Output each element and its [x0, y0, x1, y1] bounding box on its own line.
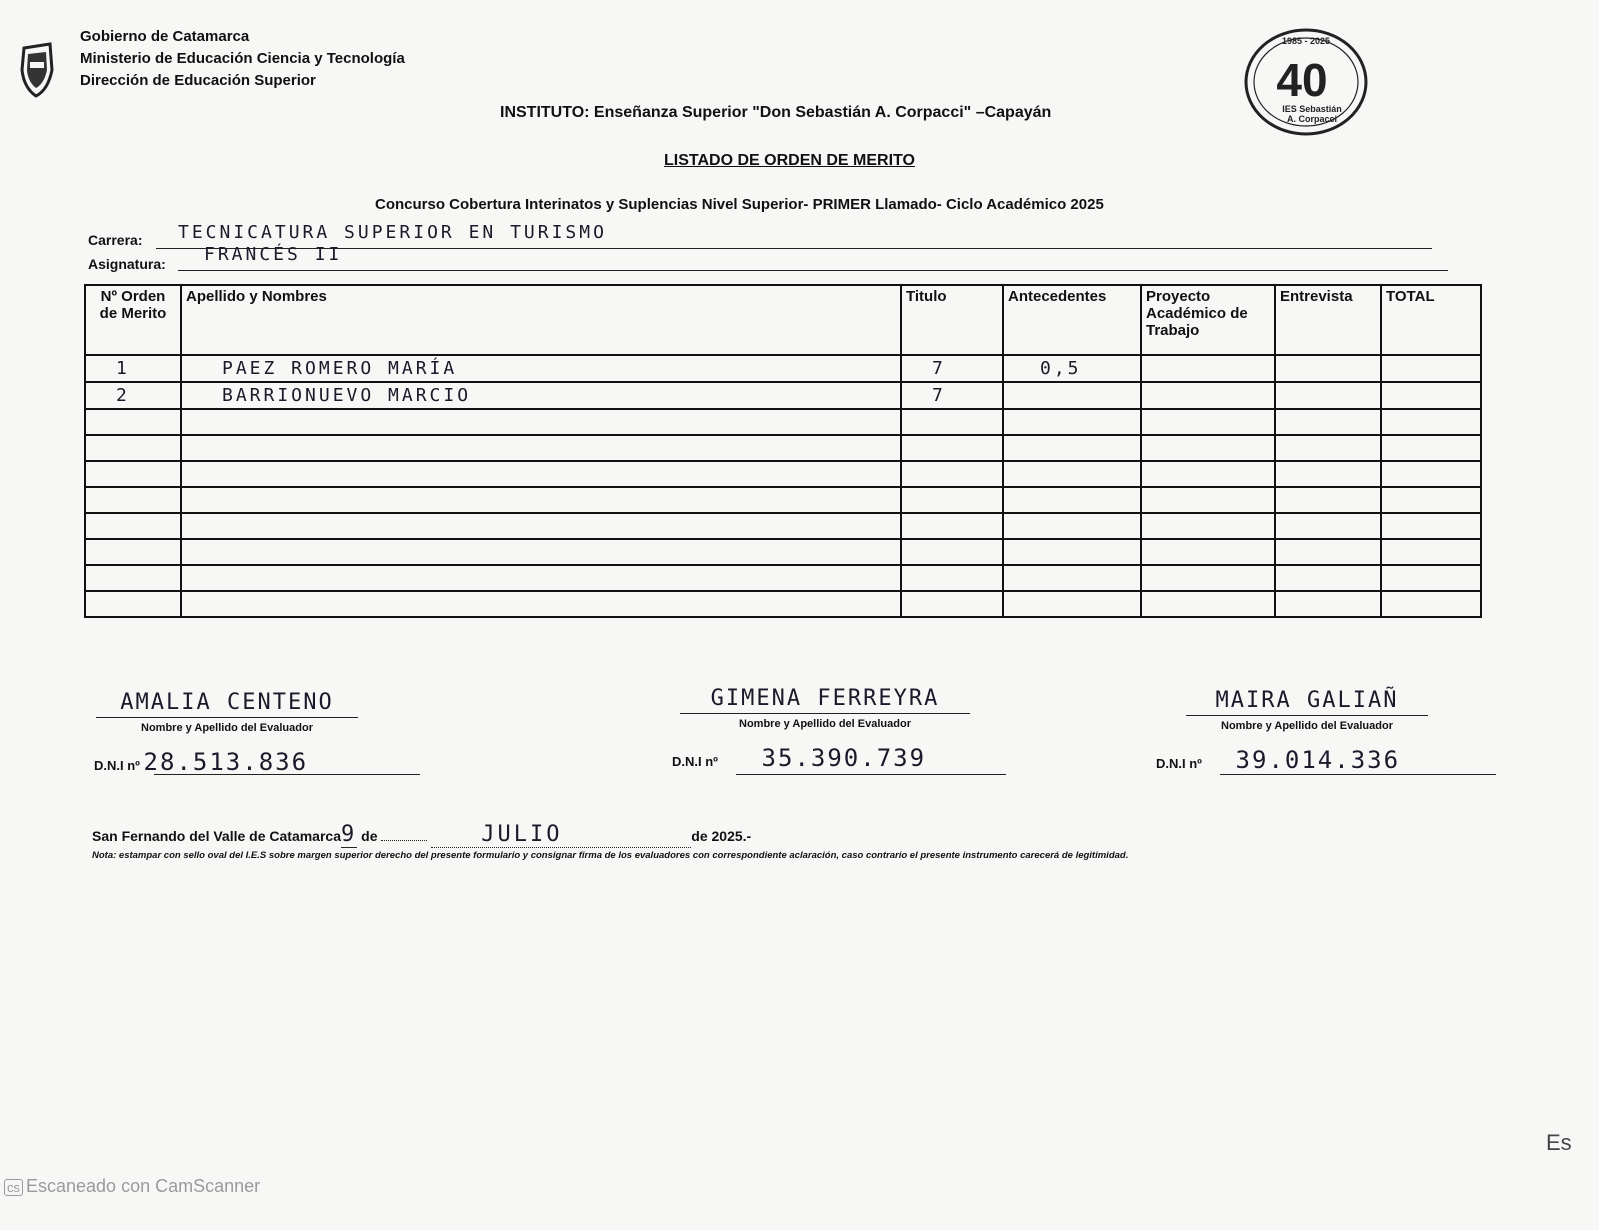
dni-line — [1220, 774, 1496, 775]
cell-entrevista — [1275, 591, 1381, 617]
cell-apellido — [181, 461, 901, 487]
cell-antecedentes — [1003, 513, 1141, 539]
cell-entrevista — [1275, 565, 1381, 591]
evaluator-1-dni — [94, 748, 420, 776]
evaluator-3-caption: Nombre y Apellido del Evaluador — [1221, 720, 1393, 732]
cell-total — [1381, 539, 1481, 565]
cell-total — [1381, 591, 1481, 617]
table-row — [85, 461, 1481, 487]
government-header — [80, 26, 405, 92]
cell-antecedentes — [1003, 461, 1141, 487]
cell-apellido — [181, 539, 901, 565]
cell-antecedentes: 0,5 — [1003, 355, 1141, 382]
date-year: de 2025.- — [691, 828, 752, 844]
col-header-orden: Nº Orden de Merito — [85, 285, 181, 355]
cell-proyecto — [1141, 565, 1275, 591]
cell-proyecto — [1141, 382, 1275, 409]
cell-entrevista — [1275, 409, 1381, 435]
cell-antecedentes — [1003, 435, 1141, 461]
cell-entrevista — [1275, 461, 1381, 487]
cell-total — [1381, 461, 1481, 487]
document-title: LISTADO DE ORDEN DE MERITO — [664, 152, 915, 169]
asignatura-field — [88, 256, 166, 272]
col-header-antecedentes: Antecedentes — [1003, 285, 1141, 355]
col-header-proyecto: Proyecto Académico de Trabajo — [1141, 285, 1275, 355]
table-row — [85, 487, 1481, 513]
cell-titulo — [901, 591, 1003, 617]
gov-line-2: Ministerio de Educación Ciencia y Tecnología — [80, 50, 405, 67]
seal-number: 40 — [1276, 54, 1328, 106]
evaluator-1-dni-value: 28.513.836 — [143, 748, 309, 776]
province-shield-emblem — [18, 40, 56, 98]
cell-proyecto — [1141, 409, 1275, 435]
cell-titulo — [901, 487, 1003, 513]
date-day: 9 — [341, 822, 358, 847]
gov-line-1: Gobierno de Catamarca — [80, 28, 250, 45]
carrera-label: Carrera: — [88, 232, 143, 248]
cell-total — [1381, 487, 1481, 513]
camscanner-icon: cs — [4, 1179, 23, 1196]
institute-title: INSTITUTO: Enseñanza Superior "Don Sebastián A. Corpacci" –Capayán — [500, 104, 1052, 121]
cell-orden — [85, 513, 181, 539]
date-gap — [381, 840, 427, 841]
evaluator-2-name: GIMENA FERREYRA — [680, 686, 970, 714]
asignatura-label: Asignatura: — [88, 256, 166, 272]
camscanner-watermark — [4, 1176, 260, 1197]
evaluator-2-caption: Nombre y Apellido del Evaluador — [739, 718, 911, 730]
cell-apellido — [181, 591, 901, 617]
cell-apellido — [181, 435, 901, 461]
cell-proyecto — [1141, 487, 1275, 513]
evaluator-3-dni — [1156, 746, 1496, 774]
date-month: JULIO — [431, 822, 691, 848]
cell-proyecto — [1141, 461, 1275, 487]
table-row — [85, 539, 1481, 565]
ies-40-years-seal — [1242, 26, 1370, 138]
col-header-total: TOTAL — [1381, 285, 1481, 355]
evaluator-3-dni-value: 39.014.336 — [1235, 746, 1401, 774]
cell-antecedentes — [1003, 539, 1141, 565]
cell-proyecto — [1141, 513, 1275, 539]
cell-orden: 2 — [85, 382, 181, 409]
asignatura-value: FRANCÉS II — [204, 244, 343, 265]
date-de: de — [361, 828, 378, 844]
evaluator-3-name: MAIRA GALIAÑ — [1186, 688, 1428, 716]
evaluator-1 — [96, 690, 358, 734]
cell-apellido — [181, 487, 901, 513]
place-prefix: San Fernando del Valle de Catamarca — [92, 828, 341, 844]
dni-label: D.N.I nº — [94, 758, 140, 773]
carrera-field — [88, 232, 142, 248]
table-row — [85, 435, 1481, 461]
cell-titulo: 7 — [901, 355, 1003, 382]
cell-proyecto — [1141, 435, 1275, 461]
evaluator-1-caption: Nombre y Apellido del Evaluador — [141, 722, 313, 734]
gov-line-3: Dirección de Educación Superior — [80, 72, 316, 89]
table-row — [85, 513, 1481, 539]
cell-titulo — [901, 565, 1003, 591]
evaluator-2-dni — [672, 744, 1006, 772]
cell-total — [1381, 513, 1481, 539]
dni-label: D.N.I nº — [1156, 756, 1202, 771]
cell-orden — [85, 487, 181, 513]
cell-orden: 1 — [85, 355, 181, 382]
cell-apellido: PAEZ ROMERO MARÍA — [181, 355, 901, 382]
cell-titulo — [901, 409, 1003, 435]
cell-orden — [85, 591, 181, 617]
cell-total — [1381, 435, 1481, 461]
evaluator-2-dni-value: 35.390.739 — [761, 744, 927, 772]
table-row — [85, 382, 1481, 409]
evaluator-1-name: AMALIA CENTENO — [96, 690, 358, 718]
evaluator-3 — [1186, 688, 1428, 732]
table-row — [85, 409, 1481, 435]
carrera-line — [156, 248, 1432, 249]
edge-text: Es — [1546, 1130, 1572, 1155]
cell-titulo — [901, 513, 1003, 539]
cell-entrevista — [1275, 382, 1381, 409]
cell-apellido: BARRIONUEVO MARCIO — [181, 382, 901, 409]
legal-note: Nota: estampar con sello oval del I.E.S sobre margen superior derecho del presente formulario y consignar firma de los evaluadores con correspondiente aclaración, caso contrario el presente instrumento carecerá de legitimidad. — [92, 850, 1129, 861]
table-row — [85, 591, 1481, 617]
table-header-row — [85, 285, 1481, 355]
cell-apellido — [181, 409, 901, 435]
cell-proyecto — [1141, 355, 1275, 382]
seal-text-1: IES Sebastián — [1282, 104, 1342, 114]
cell-total — [1381, 355, 1481, 382]
cell-titulo: 7 — [901, 382, 1003, 409]
cell-entrevista — [1275, 435, 1381, 461]
table-row — [85, 355, 1481, 382]
cell-antecedentes — [1003, 487, 1141, 513]
cell-entrevista — [1275, 487, 1381, 513]
dni-line — [154, 774, 420, 775]
table-row — [85, 565, 1481, 591]
cell-titulo — [901, 435, 1003, 461]
carrera-value: TECNICATURA SUPERIOR EN TURISMO — [178, 222, 607, 243]
cell-orden — [85, 435, 181, 461]
cell-proyecto — [1141, 591, 1275, 617]
cell-proyecto — [1141, 539, 1275, 565]
place-date-line — [92, 822, 751, 848]
cell-orden — [85, 539, 181, 565]
evaluator-2 — [680, 686, 970, 730]
cell-total — [1381, 565, 1481, 591]
seal-years: 1985 - 2025 — [1281, 36, 1331, 46]
dni-line — [736, 774, 1006, 775]
cell-antecedentes — [1003, 565, 1141, 591]
dni-label: D.N.I nº — [672, 754, 718, 769]
cell-titulo — [901, 461, 1003, 487]
asignatura-line — [178, 270, 1448, 271]
cell-orden — [85, 565, 181, 591]
cell-entrevista — [1275, 539, 1381, 565]
cell-entrevista — [1275, 513, 1381, 539]
cell-total — [1381, 409, 1481, 435]
cell-antecedentes — [1003, 591, 1141, 617]
cell-entrevista — [1275, 355, 1381, 382]
cell-total — [1381, 382, 1481, 409]
merit-table — [84, 284, 1482, 618]
contest-subtitle: Concurso Cobertura Interinatos y Suplencias Nivel Superior- PRIMER Llamado- Ciclo Académico 2025 — [375, 196, 1104, 213]
seal-text-2: A. Corpacci — [1286, 114, 1338, 124]
col-header-apellido: Apellido y Nombres — [181, 285, 901, 355]
cell-orden — [85, 409, 181, 435]
cell-titulo — [901, 539, 1003, 565]
cell-antecedentes — [1003, 382, 1141, 409]
camscanner-text: Escaneado con CamScanner — [26, 1176, 261, 1196]
cell-orden — [85, 461, 181, 487]
cell-antecedentes — [1003, 409, 1141, 435]
cell-apellido — [181, 513, 901, 539]
cell-apellido — [181, 565, 901, 591]
col-header-titulo: Titulo — [901, 285, 1003, 355]
col-header-entrevista: Entrevista — [1275, 285, 1381, 355]
